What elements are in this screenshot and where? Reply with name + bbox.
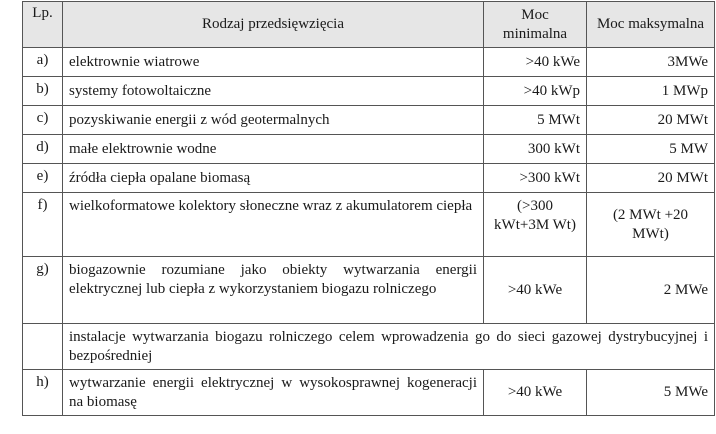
row-lp: b) bbox=[23, 77, 63, 106]
row-min: >40 kWe bbox=[484, 48, 587, 77]
header-type: Rodzaj przedsięwzięcia bbox=[63, 2, 484, 48]
row-max: 1 MWp bbox=[587, 77, 715, 106]
row-max: 3MWe bbox=[587, 48, 715, 77]
row-min: >300 kWt bbox=[484, 164, 587, 193]
row-max: 2 MWe bbox=[587, 257, 715, 324]
row-lp: a) bbox=[23, 48, 63, 77]
row-type: elektrownie wiatrowe bbox=[63, 48, 484, 77]
table-row bbox=[23, 48, 715, 77]
row-lp: h) bbox=[23, 370, 63, 416]
row-max: 20 MWt bbox=[587, 164, 715, 193]
header-lp: Lp. bbox=[23, 2, 63, 48]
row-type: wytwarzanie energii elektrycznej w wysokosprawnej kogeneracji na biomasę bbox=[63, 370, 484, 416]
row-type: instalacje wytwarzania biogazu rolniczego celem wprowadzenia go do sieci gazowej dystrybucyjnej i bezpośredniej bbox=[63, 324, 715, 370]
row-type: małe elektrownie wodne bbox=[63, 135, 484, 164]
row-lp: c) bbox=[23, 106, 63, 135]
row-max: 5 MWe bbox=[587, 370, 715, 416]
header-row bbox=[23, 2, 715, 48]
row-max: (2 MWt +20 MWt) bbox=[587, 193, 715, 257]
row-type: wielkoformatowe kolektory słoneczne wraz z akumulatorem ciepła bbox=[63, 193, 484, 257]
row-max: 20 MWt bbox=[587, 106, 715, 135]
row-min: (>300 kWt+3M Wt) bbox=[484, 193, 587, 257]
row-min: 5 MWt bbox=[484, 106, 587, 135]
row-lp bbox=[23, 324, 63, 370]
table-row bbox=[23, 164, 715, 193]
table-row bbox=[23, 135, 715, 164]
table-row bbox=[23, 193, 715, 257]
row-type: systemy fotowoltaiczne bbox=[63, 77, 484, 106]
row-max: 5 MW bbox=[587, 135, 715, 164]
header-min: Moc minimalna bbox=[484, 2, 587, 48]
table-row bbox=[23, 324, 715, 370]
table-row bbox=[23, 257, 715, 324]
row-min: >40 kWe bbox=[484, 257, 587, 324]
table-row bbox=[23, 77, 715, 106]
row-lp: f) bbox=[23, 193, 63, 257]
row-lp: e) bbox=[23, 164, 63, 193]
header-max: Moc maksymalna bbox=[587, 2, 715, 48]
row-min: >40 kWe bbox=[484, 370, 587, 416]
row-lp: d) bbox=[23, 135, 63, 164]
row-min: >40 kWp bbox=[484, 77, 587, 106]
row-type: źródła ciepła opalane biomasą bbox=[63, 164, 484, 193]
power-thresholds-table bbox=[22, 1, 715, 416]
row-type: pozyskiwanie energii z wód geotermalnych bbox=[63, 106, 484, 135]
table-row bbox=[23, 106, 715, 135]
table-row bbox=[23, 370, 715, 416]
row-lp: g) bbox=[23, 257, 63, 324]
row-type: biogazownie rozumiane jako obiekty wytwarzania energii elektrycznej lub ciepła z wykorzystaniem biogazu rolniczego bbox=[63, 257, 484, 324]
row-min: 300 kWt bbox=[484, 135, 587, 164]
